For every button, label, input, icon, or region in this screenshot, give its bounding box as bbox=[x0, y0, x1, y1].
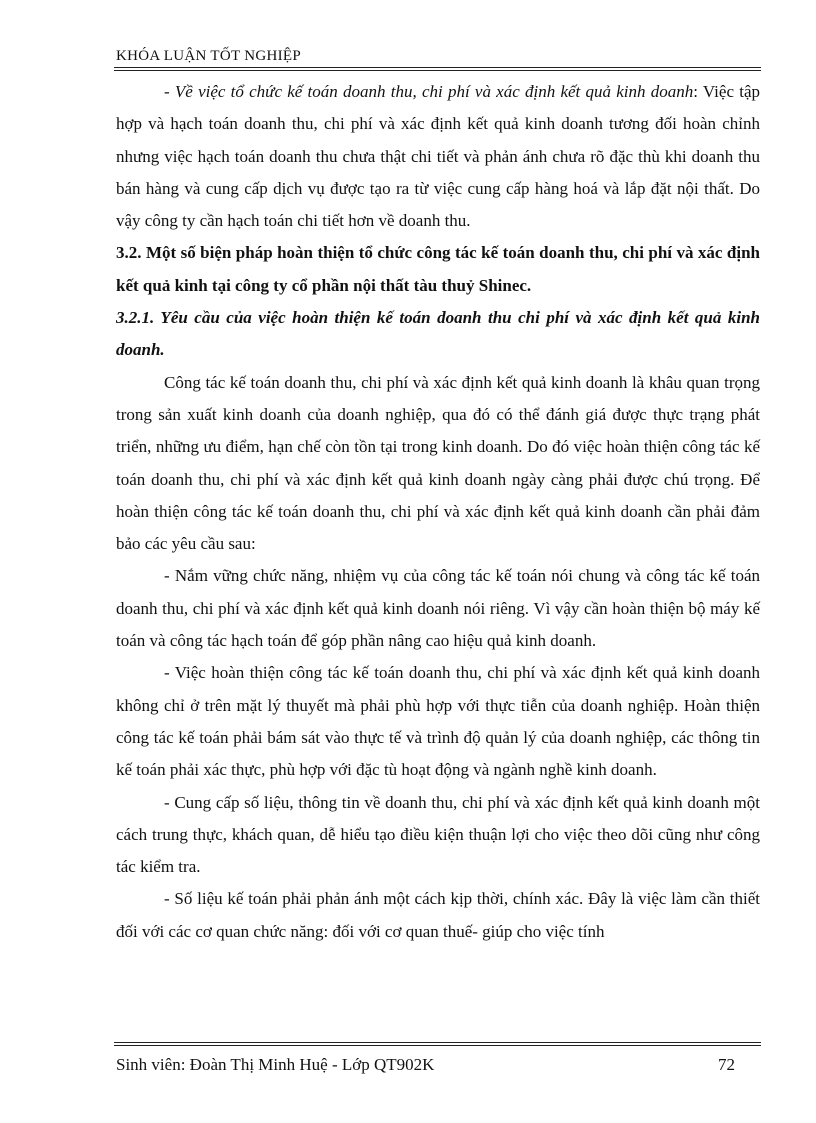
paragraph-revenue-organization bbox=[116, 76, 760, 237]
section-heading-3-2-1: 3.2.1. Yêu cầu của việc hoàn thiện kế toán doanh thu chi phí và xác định kết quả kinh doanh. bbox=[116, 308, 760, 360]
paragraph-requirement-1: - Nắm vững chức năng, nhiệm vụ của công tác kế toán nói chung và công tác kế toán doanh thu, chi phí và xác định kết quả kinh doanh nói riêng. Vì vậy cần hoàn thiện bộ máy kế toán và công tác hạch toán để góp phần nâng cao hiệu quả kinh doanh. bbox=[116, 566, 760, 651]
page-header-title: KHÓA LUẬN TỐT NGHIỆP bbox=[116, 48, 302, 64]
italic-topic: Về việc tổ chức kế toán doanh thu, chi phí và xác định kết quả kinh doanh bbox=[174, 82, 694, 101]
paragraph-requirement-4: - Số liệu kế toán phải phản ánh một cách kịp thời, chính xác. Đây là việc làm cần thiết đối với các cơ quan chức năng: đối với cơ quan thuế- giúp cho việc tính bbox=[116, 889, 760, 941]
paragraph-requirement-2: - Việc hoàn thiện công tác kế toán doanh thu, chi phí và xác định kết quả kinh doanh không chỉ ở trên mặt lý thuyết mà phải phù hợp với thực tiễn của doanh nghiệp. Hoàn thiện công tác kế toán phải bám sát vào thực tế và trình độ quản lý của doanh nghiệp, các thông tin kế toán phải xác thực, phù hợp với đặc tù hoạt động và ngành nghề kinh doanh. bbox=[116, 663, 760, 780]
footer-student-info: Sinh viên: Đoàn Thị Minh Huệ - Lớp QT902K bbox=[116, 1055, 435, 1074]
paragraph-text: : Việc tập hợp và hạch toán doanh thu, chi phí và xác định kết quả kinh doanh tương đối hoàn chỉnh nhưng việc hạch toán doanh thu chưa thật chi tiết và phản ánh chưa rõ đặc thù khi doanh thu bán hàng và cung cấp dịch vụ được tạo ra từ việc cung cấp hàng hoá và lắp đặt nội thất. Do vậy công ty cần hạch toán chi tiết hơn về doanh thu. bbox=[116, 82, 760, 231]
paragraph-requirement-3: - Cung cấp số liệu, thông tin về doanh thu, chi phí và xác định kết quả kinh doanh một cách trung thực, khách quan, dễ hiểu tạo điều kiện thuận lợi cho việc theo dõi cũng như công tác kiểm tra. bbox=[116, 792, 760, 877]
bullet-prefix: - bbox=[164, 82, 175, 101]
header-rule bbox=[114, 67, 761, 68]
footer-page-number: 72 bbox=[718, 1055, 735, 1074]
paragraph-intro: Công tác kế toán doanh thu, chi phí và xác định kết quả kinh doanh là khâu quan trọng trong sản xuất kinh doanh của doanh nghiệp, qua đó có thể đánh giá được thực trạng phát triển, những ưu điểm, hạn chế còn tồn tại trong kinh doanh. Do đó việc hoàn thiện công tác kế toán doanh thu, chi phí và xác định kết quả kinh doanh ngày càng phải được chú trọng. Để hoàn thiện công tác kế toán doanh thu, chi phí và xác định kết quả kinh doanh cần phải đảm bảo các yêu cầu sau: bbox=[116, 372, 760, 554]
section-heading-3-2: 3.2. Một số biện pháp hoàn thiện tổ chức công tác kế toán doanh thu, chi phí và xác định kết quả kinh tại công ty cổ phần nội thất tàu thuỷ Shinec. bbox=[116, 243, 760, 295]
document-body bbox=[116, 76, 760, 948]
footer-rule-double bbox=[114, 1045, 761, 1046]
header-rule-double bbox=[114, 70, 761, 71]
footer-rule bbox=[114, 1042, 761, 1043]
